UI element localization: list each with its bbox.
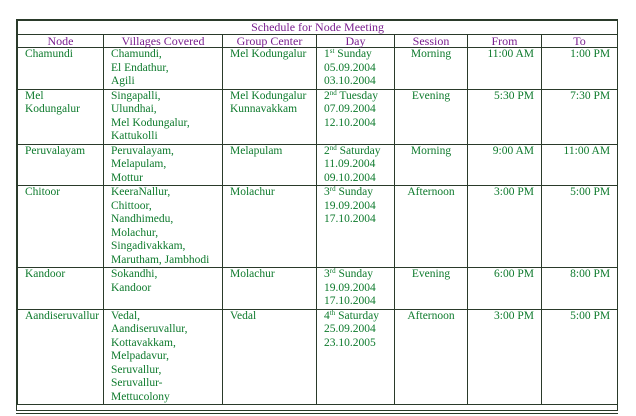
day-ordinal: 4 xyxy=(324,309,330,322)
from-time-cell: 3:00 PM xyxy=(468,186,542,268)
session-cell: Afternoon xyxy=(395,309,468,405)
village-line: Kandoor xyxy=(111,281,152,294)
table-row xyxy=(18,186,618,268)
ordinal-suffix: nd xyxy=(329,143,337,152)
table-row xyxy=(18,309,618,405)
header-day: Day xyxy=(317,35,395,48)
session-cell: Morning xyxy=(395,48,468,90)
session-cell: Evening xyxy=(395,268,468,310)
node-cell xyxy=(18,48,104,90)
group-center-line: Melapulam xyxy=(230,144,283,157)
village-line: Seruvallur- xyxy=(111,377,163,389)
day-ordinal: 2 xyxy=(324,89,330,102)
node-cell xyxy=(18,89,104,144)
node-cell xyxy=(18,309,104,405)
village-line: Peruvalayam, xyxy=(111,144,174,157)
group-center-cell xyxy=(223,309,317,405)
group-center-line: Molachur xyxy=(230,186,275,198)
day-cell xyxy=(317,48,395,90)
ordinal-suffix: rd xyxy=(329,267,336,275)
schedule-frame xyxy=(16,19,618,411)
header-group-center: Group Center xyxy=(223,35,317,48)
meeting-date: 03.10.2004 xyxy=(324,75,376,87)
node-line: Peruvalayam xyxy=(25,144,86,157)
meeting-date: 11.09.2004 xyxy=(324,158,376,170)
group-center-cell xyxy=(223,48,317,90)
node-cell xyxy=(18,186,104,268)
from-time-cell: 11:00 AM xyxy=(468,48,542,90)
villages-cell xyxy=(104,48,223,90)
ordinal-suffix: rd xyxy=(329,185,336,193)
node-line: Chitoor xyxy=(25,186,61,198)
day-cell xyxy=(317,144,395,186)
node-line: Kodungalur xyxy=(25,103,80,115)
table-row xyxy=(18,268,618,310)
day-cell xyxy=(317,268,395,310)
node-cell xyxy=(18,144,104,186)
meeting-date: 23.10.2005 xyxy=(324,336,376,349)
day-weekday xyxy=(324,268,394,282)
villages-cell xyxy=(104,186,223,268)
node-line: Kandoor xyxy=(25,268,66,280)
weekday-text: Saturday xyxy=(336,144,381,157)
group-center-cell xyxy=(223,268,317,310)
village-line: Mottur xyxy=(111,171,143,184)
header-session: Session xyxy=(395,35,468,48)
village-line: Melapulam, xyxy=(111,158,167,170)
group-center-line: Kunnavakkam xyxy=(230,103,298,115)
weekday-text: Saturday xyxy=(335,309,379,322)
villages-cell xyxy=(104,89,223,144)
node-line: Chamundi xyxy=(25,48,73,60)
group-center-line: Vedal xyxy=(230,309,257,322)
day-ordinal: 3 xyxy=(324,186,330,198)
village-line: Mel Kodungalur, xyxy=(111,116,190,129)
village-line: Singadivakkam, xyxy=(111,240,186,252)
from-time-cell: 3:00 PM xyxy=(468,309,542,405)
node-cell xyxy=(18,268,104,310)
bottom-rule xyxy=(16,413,618,414)
meeting-date: 12.10.2004 xyxy=(324,116,376,129)
ordinal-suffix: th xyxy=(329,308,336,317)
node-line: Mel xyxy=(25,89,44,102)
meeting-date: 05.09.2004 xyxy=(324,61,376,74)
header-from: From xyxy=(468,35,542,48)
village-line: Agili xyxy=(111,75,135,87)
village-line: Melpadavur, xyxy=(111,350,169,362)
village-line: El Endathur, xyxy=(111,61,169,74)
village-line: Sokandhi, xyxy=(111,268,158,280)
village-line: Mettucolony xyxy=(111,390,170,403)
village-line: Ulundhai, xyxy=(111,103,157,115)
group-center-cell xyxy=(223,186,317,268)
group-center-line: Mel Kodungalur xyxy=(230,89,307,102)
node-line: Aandiseruvallur xyxy=(25,309,100,322)
meeting-date: 09.10.2004 xyxy=(324,171,376,184)
meeting-date: 17.10.2004 xyxy=(324,213,376,225)
villages-cell xyxy=(104,309,223,405)
header-to: To xyxy=(542,35,618,48)
weekday-text: Sunday xyxy=(334,48,372,60)
to-time-cell: 11:00 AM xyxy=(542,144,618,186)
session-cell: Morning xyxy=(395,144,468,186)
header-villages: Villages Covered xyxy=(104,35,223,48)
day-cell xyxy=(317,89,395,144)
to-time-cell: 1:00 PM xyxy=(542,48,618,90)
group-center-cell xyxy=(223,144,317,186)
group-center-line: Molachur xyxy=(230,268,275,280)
from-time-cell: 6:00 PM xyxy=(468,268,542,310)
weekday-text: Sunday xyxy=(335,268,373,280)
village-line: Vedal, xyxy=(111,309,141,322)
village-line: Chittoor, xyxy=(111,199,152,212)
day-ordinal: 1 xyxy=(324,48,330,60)
meeting-date: 19.09.2004 xyxy=(324,199,376,212)
table-row xyxy=(18,144,618,186)
village-line: Chamundi, xyxy=(111,48,162,60)
village-line: Nandhimedu, xyxy=(111,213,174,225)
day-ordinal: 3 xyxy=(324,268,330,280)
day-weekday xyxy=(324,90,394,104)
session-cell: Afternoon xyxy=(395,186,468,268)
header-row xyxy=(18,35,618,48)
village-line: Seruvallur, xyxy=(111,363,162,376)
meeting-date: 19.09.2004 xyxy=(324,281,376,294)
group-center-line: Mel Kodungalur xyxy=(230,48,307,60)
to-time-cell: 5:00 PM xyxy=(542,186,618,268)
from-time-cell: 5:30 PM xyxy=(468,89,542,144)
table-row xyxy=(18,89,618,144)
villages-cell xyxy=(104,144,223,186)
village-line: Singapalli, xyxy=(111,89,161,102)
village-line: Marutham, Jambhodi xyxy=(111,253,210,266)
day-weekday xyxy=(324,186,394,200)
day-cell xyxy=(317,186,395,268)
ordinal-suffix: nd xyxy=(329,88,337,97)
header-node: Node xyxy=(18,35,104,48)
table-title: Schedule for Node Meeting xyxy=(18,21,618,35)
village-line: Molachur, xyxy=(111,226,159,239)
day-cell xyxy=(317,309,395,405)
village-line: Aandiseruvallur, xyxy=(111,323,188,335)
weekday-text: Sunday xyxy=(335,186,373,198)
table-row xyxy=(18,48,618,90)
day-weekday xyxy=(324,145,394,159)
ordinal-suffix: st xyxy=(329,47,335,55)
village-line: Kattukolli xyxy=(111,130,158,142)
weekday-text: Tuesday xyxy=(336,89,378,102)
session-cell: Evening xyxy=(395,89,468,144)
day-ordinal: 2 xyxy=(324,144,330,157)
meeting-date: 17.10.2004 xyxy=(324,295,376,307)
from-time-cell: 9:00 AM xyxy=(468,144,542,186)
villages-cell xyxy=(104,268,223,310)
to-time-cell: 5:00 PM xyxy=(542,309,618,405)
meeting-date: 07.09.2004 xyxy=(324,103,376,115)
day-weekday xyxy=(324,48,394,62)
to-time-cell: 7:30 PM xyxy=(542,89,618,144)
village-line: Kottavakkam, xyxy=(111,336,176,349)
schedule-table xyxy=(17,20,618,405)
village-line: KeeraNallur, xyxy=(111,186,171,198)
day-weekday xyxy=(324,310,394,324)
group-center-cell xyxy=(223,89,317,144)
meeting-date: 25.09.2004 xyxy=(324,323,376,335)
to-time-cell: 8:00 PM xyxy=(542,268,618,310)
